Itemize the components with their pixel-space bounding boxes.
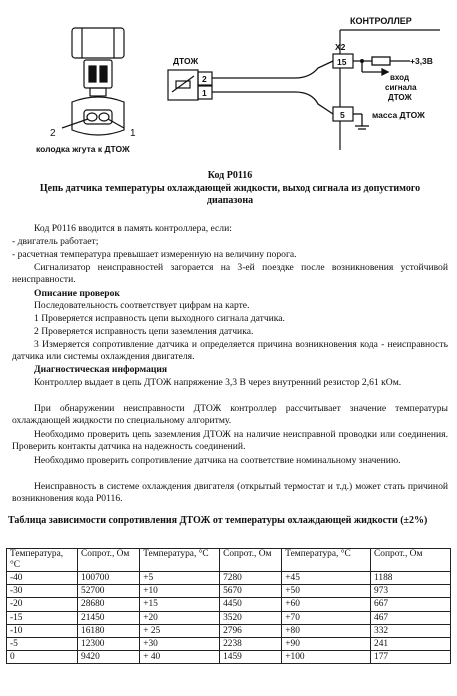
table-row: [7, 585, 451, 598]
connector-label: X2: [335, 42, 346, 52]
col-header: Температура, °С: [282, 549, 371, 572]
table-row: [7, 651, 451, 664]
table-cell: +45: [282, 572, 371, 585]
table-header-row: [7, 549, 451, 572]
table-cell: +70: [282, 611, 371, 624]
table-cell: + 25: [140, 624, 220, 637]
table-cell: 28680: [78, 598, 140, 611]
sensor-label: ДТОЖ: [173, 56, 199, 66]
table-cell: 7280: [220, 572, 282, 585]
table-cell: 241: [371, 637, 451, 650]
table-cell: +20: [140, 611, 220, 624]
table-cell: +80: [282, 624, 371, 637]
table-cell: 332: [371, 624, 451, 637]
table-cell: +90: [282, 637, 371, 650]
table-row: [7, 598, 451, 611]
condition-2: - расчетная температура превышает измеренную на величину порога.: [12, 249, 297, 260]
table-cell: -15: [7, 611, 78, 624]
harness-pin-left: 2: [50, 128, 56, 139]
pin-ctrl-top: 15: [337, 57, 347, 67]
pin-ctrl-bottom: 5: [340, 110, 345, 120]
voltage-label: +3,3В: [410, 56, 433, 66]
table-cell: 3520: [220, 611, 282, 624]
paragraph-cooling: Неисправность в системе охлаждения двигателя (открытый термостат и т.д.) может стать причиной возникновения кода P0116.: [12, 481, 448, 505]
table-cell: 467: [371, 611, 451, 624]
table-cell: 21450: [78, 611, 140, 624]
paragraph-algorithm: При обнаружении неисправности ДТОЖ контроллер рассчитывает значение температуры охлаждающей жидкости по специальному алгоритму.: [12, 403, 448, 427]
pin-sensor-bottom: 1: [202, 88, 207, 98]
check-1: 1 Проверяется исправность цепи выходного сигнала датчика.: [34, 313, 285, 324]
table-cell: 973: [371, 585, 451, 598]
signal-input-line1: вход: [390, 73, 410, 82]
table-cell: 52700: [78, 585, 140, 598]
controller-label: КОНТРОЛЛЕР: [350, 16, 412, 26]
table-cell: +60: [282, 598, 371, 611]
diag-heading: Диагностическая информация: [34, 364, 168, 375]
table-cell: 12300: [78, 637, 140, 650]
paragraph-ground-check: Необходимо проверить цепь заземления ДТОЖ на наличие неисправной проводки или соединения. Проверить контакты датчика на надежность соединений.: [12, 429, 448, 453]
paragraph-lamp: Сигнализатор неисправностей загорается на 3-ей поездке после возникновения устойчивой неисправности.: [12, 262, 448, 286]
table-row: [7, 624, 451, 637]
table-title: Таблица зависимости сопротивления ДТОЖ от температуры охлаждающей жидкости (±2%): [8, 515, 428, 526]
table-cell: +5: [140, 572, 220, 585]
harness-pin-right: 1: [130, 128, 136, 139]
table-cell: -20: [7, 598, 78, 611]
paragraph-voltage: Контроллер выдает в цепь ДТОЖ напряжение 3,3 В через внутренний резистор 2,61 кОм.: [34, 377, 402, 388]
wiring-diagram: [0, 0, 457, 165]
table-cell: 2238: [220, 637, 282, 650]
col-header: Сопрот., Ом: [78, 549, 140, 572]
table-cell: 9420: [78, 651, 140, 664]
table-row: [7, 611, 451, 624]
pin-sensor-top: 2: [202, 74, 207, 84]
table-row: [7, 637, 451, 650]
condition-1: - двигатель работает;: [12, 236, 99, 247]
table-body: [7, 572, 451, 664]
paragraph-resistance-check: Необходимо проверить сопротивление датчика на соответствие номинальному значению.: [34, 455, 401, 466]
table-cell: 100700: [78, 572, 140, 585]
check-3: 3 Измеряется сопротивление датчика и определяется причина возникновения кода - неисправность датчика или системы охлаждения двигателя.: [12, 339, 448, 363]
wire-junction: [360, 59, 364, 63]
table-cell: -5: [7, 637, 78, 650]
table-cell: 0: [7, 651, 78, 664]
signal-input-line2: сигнала: [385, 83, 417, 92]
connector-drawing: [62, 28, 124, 135]
code-title: Код P0116: [207, 170, 253, 181]
col-header: Сопрот., Ом: [371, 549, 451, 572]
resistance-table: [6, 548, 451, 664]
table-cell: 4450: [220, 598, 282, 611]
table-cell: +50: [282, 585, 371, 598]
table-cell: +10: [140, 585, 220, 598]
col-header: Температура, °С: [7, 549, 78, 572]
section-heading: Цепь датчика температуры охлаждающей жидкости, выход сигнала из допустимого диапазона: [39, 183, 421, 206]
table-cell: + 40: [140, 651, 220, 664]
table-cell: +100: [282, 651, 371, 664]
table-cell: +15: [140, 598, 220, 611]
table-cell: -40: [7, 572, 78, 585]
paragraph-intro: Код P0116 вводится в память контроллера, если:: [34, 223, 232, 234]
col-header: Температура, °С: [140, 549, 220, 572]
paragraph-sequence: Последовательность соответствует цифрам на карте.: [34, 300, 250, 311]
table-cell: -30: [7, 585, 78, 598]
table-cell: 177: [371, 651, 451, 664]
col-header: Сопрот., Ом: [220, 549, 282, 572]
table-cell: 16180: [78, 624, 140, 637]
table-cell: 1459: [220, 651, 282, 664]
table-cell: 2796: [220, 624, 282, 637]
table-cell: -10: [7, 624, 78, 637]
check-2: 2 Проверяется исправность цепи заземления датчика.: [34, 326, 254, 337]
harness-caption: колодка жгута к ДТОЖ: [36, 144, 130, 154]
signal-input-line3: ДТОЖ: [388, 93, 412, 102]
table-row: [7, 572, 451, 585]
table-cell: 5670: [220, 585, 282, 598]
table-cell: 667: [371, 598, 451, 611]
checks-heading: Описание проверок: [34, 288, 120, 299]
ground-label: масса ДТОЖ: [372, 110, 425, 120]
table-cell: 1188: [371, 572, 451, 585]
table-cell: +30: [140, 637, 220, 650]
